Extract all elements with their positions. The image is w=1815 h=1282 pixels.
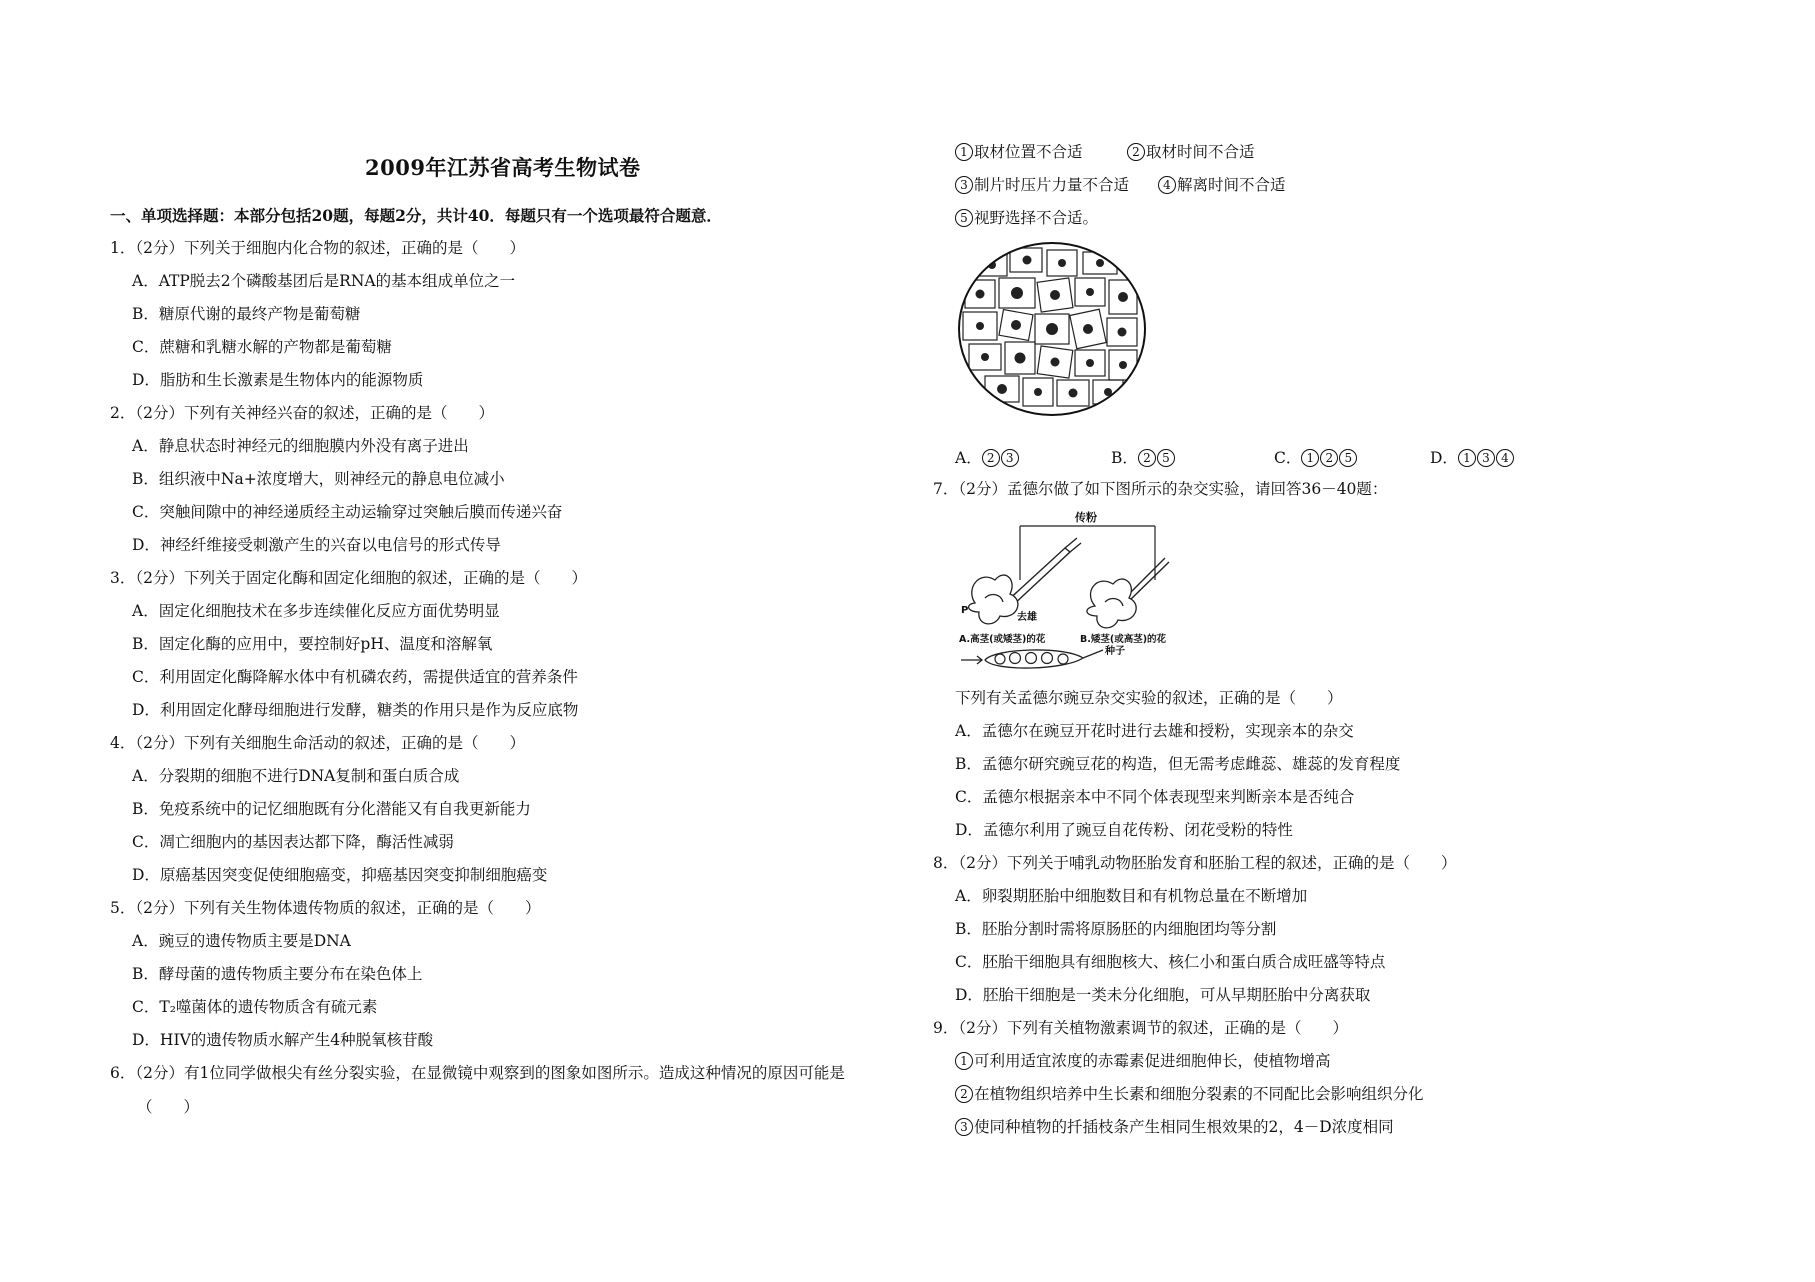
question-stem: 7．（2分）孟德尔做了如下图所示的杂交实验，请回答36－40题：: [933, 480, 1388, 498]
answer-option: B．孟德尔研究豌豆花的构造，但无需考虑雌蕊、雄蕊的发育程度: [955, 755, 1401, 773]
circled-number: 2: [982, 449, 1000, 467]
answer-option: C．胚胎干细胞具有细胞核大、核仁小和蛋白质合成旺盛等特点: [955, 953, 1386, 971]
circled-number: 1: [1301, 449, 1319, 467]
answer-option: D．利用固定化酵母细胞进行发酵，糖类的作用只是作为反应底物: [132, 701, 579, 719]
answer-option: C．利用固定化酶降解水体中有机磷农药，需提供适宜的营养条件: [132, 668, 578, 686]
microscope-field-figure: [955, 240, 1150, 418]
circled-number: 2: [1320, 449, 1338, 467]
reason-item: [1158, 175, 1286, 195]
question-stem: 1．（2分）下列关于细胞内化合物的叙述，正确的是（ ）: [110, 239, 525, 257]
option-letter: A．: [955, 449, 982, 467]
circled-number: 5: [1157, 449, 1175, 467]
reason-item: [955, 208, 1098, 228]
answer-option: B．免疫系统中的记忆细胞既有分化潜能又有自我更新能力: [132, 800, 531, 818]
option-letter: C．: [1274, 449, 1302, 467]
question-stem: 4．（2分）下列有关细胞生命活动的叙述，正确的是（ ）: [110, 734, 525, 752]
answer-option: B．糖原代谢的最终产物是葡萄糖: [132, 305, 361, 323]
circled-number: 3: [1477, 449, 1495, 467]
reason-text: 取材位置不合适: [974, 143, 1083, 161]
answer-option: [1111, 446, 1176, 468]
answer-option: A．ATP脱去2个磷酸基团后是RNA的基本组成单位之一: [132, 272, 516, 290]
section-heading: 一、单项选择题：本部分包括20题，每题2分，共计40．每题只有一个选项最符合题意．: [110, 206, 722, 225]
circled-number: 2: [1127, 143, 1145, 161]
circled-number: 2: [955, 1085, 973, 1103]
statement-item: [955, 1084, 1424, 1104]
statement-item: [955, 1117, 1394, 1137]
figure-label: B.矮茎(或高茎)的花: [1080, 634, 1167, 645]
circled-number: 4: [1158, 176, 1176, 194]
answer-option: C．蔗糖和乳糖水解的产物都是葡萄糖: [132, 338, 392, 356]
answer-option: A．分裂期的细胞不进行DNA复制和蛋白质合成: [132, 767, 460, 785]
answer-option: A．卵裂期胚胎中细胞数目和有机物总量在不断增加: [955, 887, 1308, 905]
question-stem: 8．（2分）下列关于哺乳动物胚胎发育和胚胎工程的叙述，正确的是（ ）: [933, 854, 1457, 872]
question-stem-continuation: （ ）: [137, 1098, 200, 1116]
figure-label: 传粉: [1075, 511, 1097, 524]
circled-number: 1: [955, 143, 973, 161]
answer-option: A．孟德尔在豌豆开花时进行去雄和授粉，实现亲本的杂交: [955, 722, 1354, 740]
question-stem: 5．（2分）下列有关生物体遗传物质的叙述，正确的是（ ）: [110, 899, 541, 917]
answer-option: C．T₂噬菌体的遗传物质含有硫元素: [132, 998, 378, 1016]
circled-number: 2: [1138, 449, 1156, 467]
answer-option: C．孟德尔根据亲本中不同个体表现型来判断亲本是否纯合: [955, 788, 1355, 806]
answer-option: B．固定化酶的应用中，要控制好pH、温度和溶解氧: [132, 635, 493, 653]
statement-text: 在植物组织培养中生长素和细胞分裂素的不同配比会影响组织分化: [974, 1085, 1424, 1103]
circled-number: 4: [1496, 449, 1514, 467]
circled-number: 3: [955, 1118, 973, 1136]
statement-item: [955, 1051, 1331, 1071]
reason-text: 解离时间不合适: [1177, 176, 1286, 194]
answer-option: B．胚胎分割时需将原肠胚的内细胞团均等分割: [955, 920, 1277, 938]
circled-number: 3: [1001, 449, 1019, 467]
answer-option: D．孟德尔利用了豌豆自花传粉、闭花受粉的特性: [955, 821, 1293, 839]
pea-cross-figure: [955, 508, 1205, 678]
answer-option: [1430, 446, 1515, 468]
question-stem: 9．（2分）下列有关植物激素调节的叙述，正确的是（ ）: [933, 1019, 1348, 1037]
answer-option: D．胚胎干细胞是一类未分化细胞，可从早期胚胎中分离获取: [955, 986, 1371, 1004]
figure-label: P: [961, 605, 969, 616]
answer-option: A．静息状态时神经元的细胞膜内外没有离子进出: [132, 437, 469, 455]
figure-label: 去雄: [1017, 612, 1037, 623]
reason-text: 视野选择不合适。: [974, 209, 1099, 227]
answer-option: C．突触间隙中的神经递质经主动运输穿过突触后膜而传递兴奋: [132, 503, 563, 521]
answer-option: C．凋亡细胞内的基因表达都下降，酶活性减弱: [132, 833, 454, 851]
statement-text: 可利用适宜浓度的赤霉素促进细胞伸长，使植物增高: [974, 1052, 1331, 1070]
reason-item: [955, 175, 1129, 195]
answer-option: D．原癌基因突变促使细胞癌变，抑癌基因突变抑制细胞癌变: [132, 866, 548, 884]
answer-option: [955, 446, 1020, 468]
reason-item: [1127, 142, 1255, 162]
circled-number: 1: [955, 1052, 973, 1070]
question-stem: 3．（2分）下列关于固定化酶和固定化细胞的叙述，正确的是（ ）: [110, 569, 587, 587]
question-stem: 2．（2分）下列有关神经兴奋的叙述，正确的是（ ）: [110, 404, 494, 422]
reason-text: 取材时间不合适: [1146, 143, 1255, 161]
option-letter: B．: [1111, 449, 1138, 467]
answer-option: D．HIV的遗传物质水解产生4种脱氧核苷酸: [132, 1031, 434, 1049]
answer-option: B．酵母菌的遗传物质主要分布在染色体上: [132, 965, 423, 983]
circled-number: 5: [1339, 449, 1357, 467]
option-letter: D．: [1430, 449, 1458, 467]
answer-option: D．神经纤维接受刺激产生的兴奋以电信号的形式传导: [132, 536, 501, 554]
answer-option: A．豌豆的遗传物质主要是DNA: [132, 932, 351, 950]
statement-text: 使同种植物的扦插枝条产生相同生根效果的2，4－D浓度相同: [974, 1118, 1394, 1136]
answer-option: D．脂肪和生长激素是生物体内的能源物质: [132, 371, 424, 389]
page-title: 2009年江苏省高考生物试卷: [365, 155, 641, 180]
question-stem: 6．（2分）有1位同学做根尖有丝分裂实验，在显微镜中观察到的图象如图所示。造成这种情况的原因可能是: [110, 1064, 845, 1082]
figure-label: 种子: [1105, 646, 1125, 657]
question-stem: 下列有关孟德尔豌豆杂交实验的叙述，正确的是（ ）: [955, 689, 1343, 707]
answer-option: A．固定化细胞技术在多步连续催化反应方面优势明显: [132, 602, 500, 620]
circled-number: 5: [955, 209, 973, 227]
answer-option: B．组织液中Na+浓度增大，则神经元的静息电位减小: [132, 470, 505, 488]
circled-number: 3: [955, 176, 973, 194]
circled-number: 1: [1458, 449, 1476, 467]
reason-item: [955, 142, 1083, 162]
reason-text: 制片时压片力量不合适: [974, 176, 1130, 194]
answer-option: [1274, 446, 1358, 468]
figure-label: A.高茎(或矮茎)的花: [959, 634, 1046, 645]
